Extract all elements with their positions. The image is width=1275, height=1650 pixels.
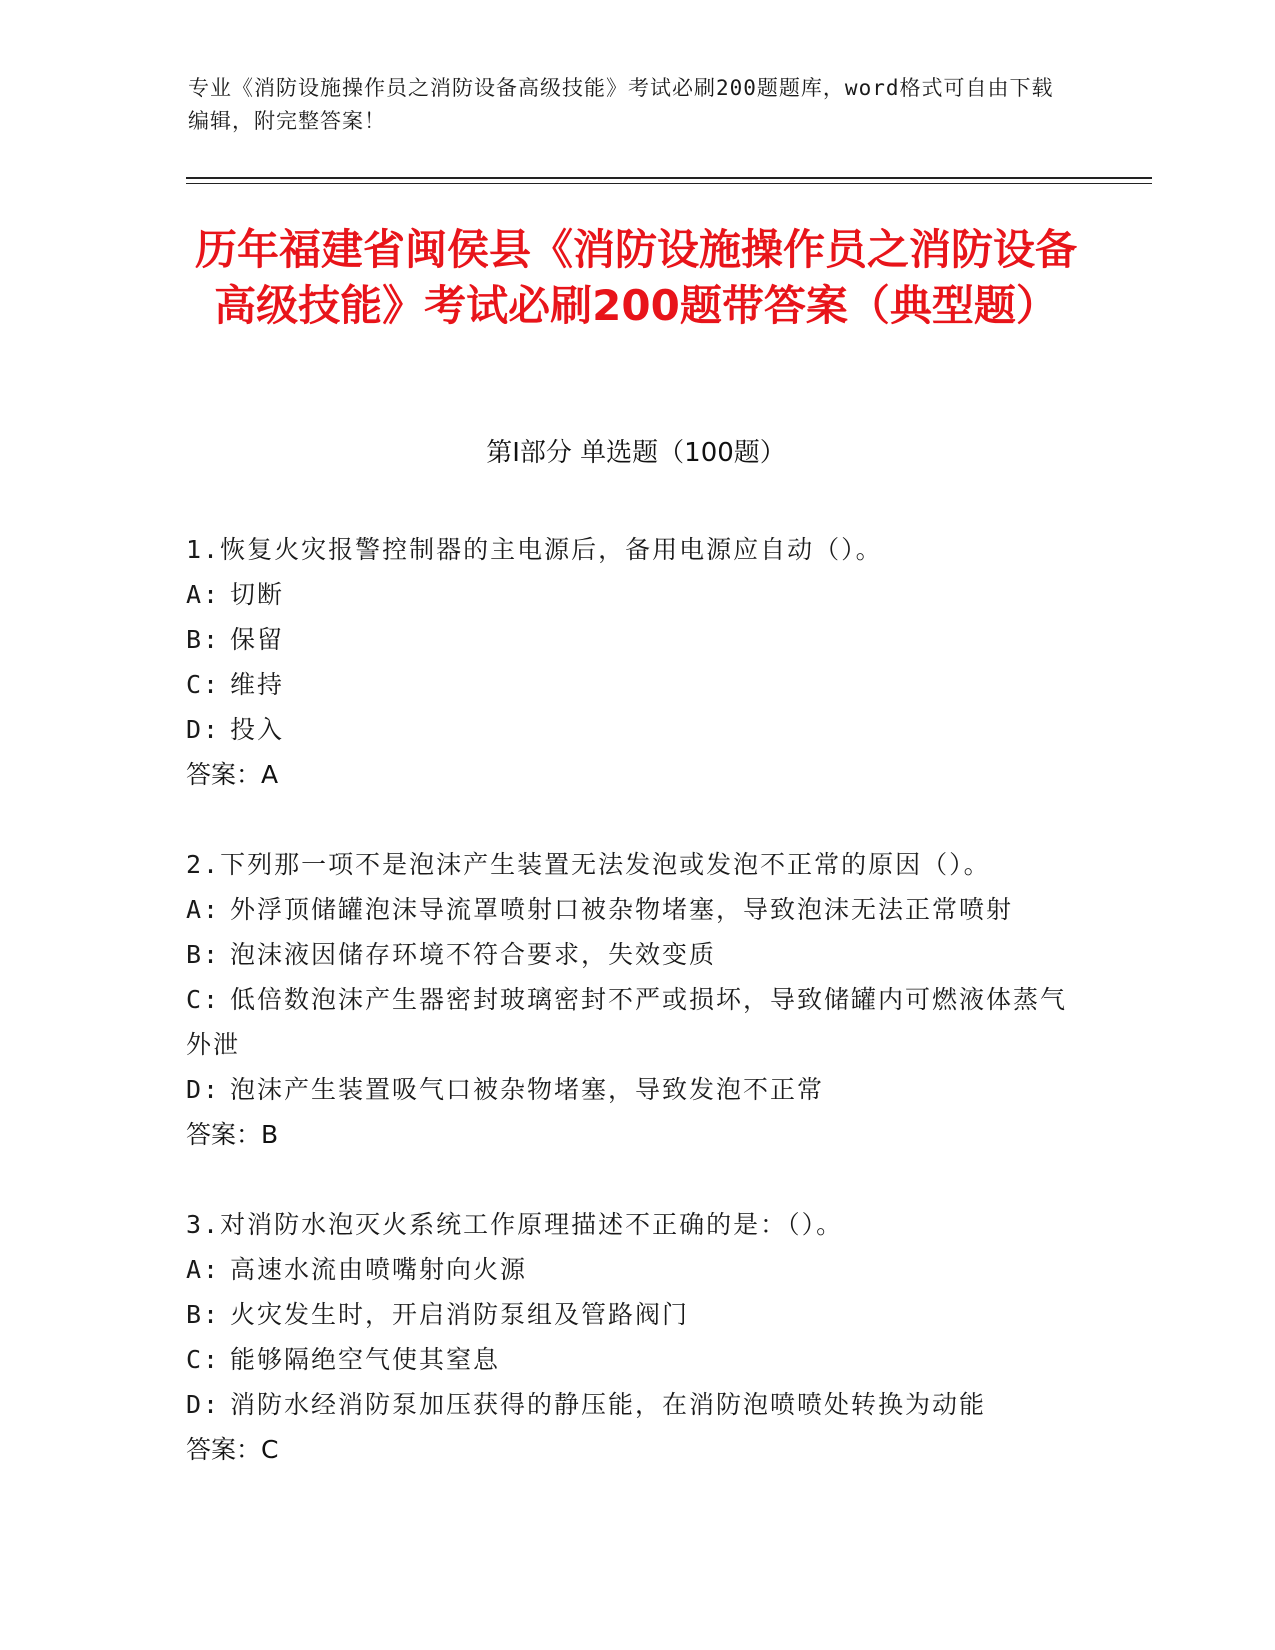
option-c (186, 662, 1086, 707)
option-key: A: (186, 580, 221, 609)
question-spacer (186, 1157, 1086, 1202)
answer-label: 答案： (186, 1120, 262, 1149)
option-text: 外浮顶储罐泡沫导流罩喷射口被杂物堵塞，导致泡沫无法正常喷射 (230, 895, 1014, 924)
option-text: 能够隔绝空气使其窒息 (230, 1345, 501, 1374)
option-key: A: (186, 1255, 221, 1284)
option-a (186, 1247, 1086, 1292)
answer-value: B (261, 1120, 279, 1149)
question-stem: 1.恢复火灾报警控制器的主电源后，备用电源应自动（）。 (186, 535, 883, 564)
option-b (186, 932, 1086, 977)
option-text: 保留 (230, 625, 285, 654)
question-list (186, 527, 1086, 1472)
header-note: 专业《消防设施操作员之消防设备高级技能》考试必刷200题题库，word格式可自由下载编辑，附完整答案！ (188, 76, 1054, 133)
question-spacer (186, 797, 1086, 842)
answer-line (186, 1112, 1086, 1157)
answer-label: 答案： (186, 760, 262, 789)
answer-line (186, 752, 1086, 797)
option-key: D: (186, 1390, 221, 1419)
answer-value: A (261, 760, 279, 789)
header-rule-thick (186, 177, 1152, 179)
option-a (186, 572, 1086, 617)
option-key: D: (186, 1075, 221, 1104)
answer-label: 答案： (186, 1435, 262, 1464)
option-key: C: (186, 1345, 221, 1374)
option-text: 投入 (230, 715, 285, 744)
answer-line (186, 1427, 1086, 1472)
question-3 (186, 1202, 1086, 1472)
option-text: 切断 (230, 580, 285, 609)
option-text: 低倍数泡沫产生器密封玻璃密封不严或损坏，导致储罐内可燃液体蒸气外泄 (186, 985, 1068, 1059)
section-title: 第I部分 单选题（100题） (486, 438, 786, 468)
option-text: 高速水流由喷嘴射向火源 (230, 1255, 528, 1284)
option-text: 维持 (230, 670, 285, 699)
question-stem: 2.下列那一项不是泡沫产生装置无法发泡或发泡不正常的原因（）。 (186, 850, 991, 879)
option-text: 泡沫产生装置吸气口被杂物堵塞，导致发泡不正常 (230, 1075, 825, 1104)
header-rule-thin (186, 183, 1152, 184)
option-d (186, 1067, 1086, 1112)
answer-value: C (261, 1435, 279, 1464)
option-c (186, 977, 1086, 1067)
question-1 (186, 527, 1086, 797)
option-key: B: (186, 625, 221, 654)
option-key: A: (186, 895, 221, 924)
option-b (186, 617, 1086, 662)
option-c (186, 1337, 1086, 1382)
option-a (186, 887, 1086, 932)
option-d (186, 707, 1086, 752)
question-2 (186, 842, 1086, 1157)
option-d (186, 1382, 1086, 1427)
option-text: 泡沫液因储存环境不符合要求，失效变质 (230, 940, 717, 969)
document-title: 历年福建省闽侯县《消防设施操作员之消防设备高级技能》考试必刷200题带答案（典型题） (194, 225, 1077, 330)
option-key: D: (186, 715, 221, 744)
option-text: 消防水经消防泵加压获得的静压能，在消防泡喷喷处转换为动能 (230, 1390, 987, 1419)
option-key: C: (186, 670, 221, 699)
option-key: B: (186, 1300, 221, 1329)
question-stem: 3.对消防水泡灭火系统工作原理描述不正确的是：（）。 (186, 1210, 844, 1239)
option-key: C: (186, 985, 221, 1014)
option-text: 火灾发生时，开启消防泵组及管路阀门 (230, 1300, 690, 1329)
option-b (186, 1292, 1086, 1337)
option-key: B: (186, 940, 221, 969)
